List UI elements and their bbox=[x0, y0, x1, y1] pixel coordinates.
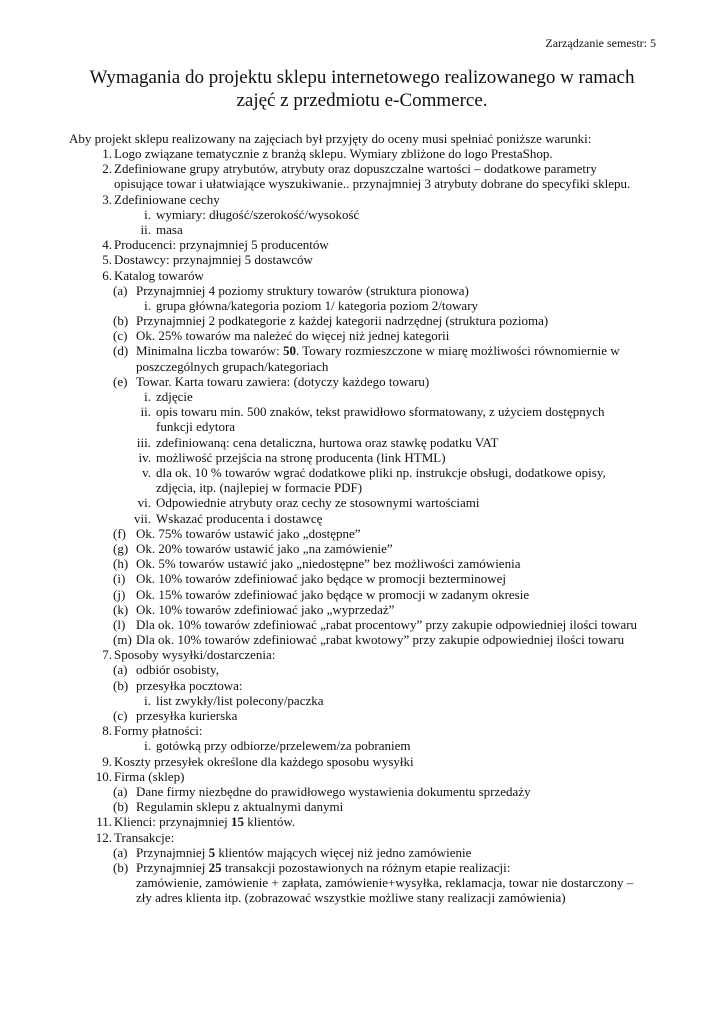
list-item-4 bbox=[0, 237, 724, 252]
list-item-6a-i bbox=[0, 298, 724, 313]
list-item-6k bbox=[0, 602, 724, 617]
list-marker: 5. bbox=[102, 252, 112, 268]
list-item-text: Zdefiniowane grupy atrybutów, atrybuty oraz dopuszczalne wartości – dodatkowe parametry bbox=[114, 161, 597, 177]
list-item-text: Firma (sklep) bbox=[114, 768, 185, 784]
list-item-text: masa bbox=[156, 221, 183, 237]
list-item-text: Dla ok. 10% towarów zdefiniować „rabat procentowy” przy zakupie odpowiedniej ilości towaru bbox=[136, 616, 638, 632]
list-item-7b-i bbox=[0, 693, 724, 708]
list-marker: (m) bbox=[113, 632, 132, 648]
list-marker: (a) bbox=[113, 282, 128, 298]
list-item-text: Koszty przesyłek określone dla każdego sposobu wysyłki bbox=[114, 753, 414, 769]
list-item-6c bbox=[0, 328, 724, 343]
list-item-text: Ok. 25% towarów ma należeć do więcej niż jednej kategorii bbox=[136, 328, 450, 344]
list-item-text: przesyłka kurierska bbox=[136, 708, 238, 723]
list-item-6j bbox=[0, 587, 724, 602]
list-marker: (h) bbox=[113, 556, 129, 572]
list-marker: (b) bbox=[113, 677, 129, 693]
list-item-12b bbox=[0, 860, 724, 906]
list-item-continuation: funkcji edytora bbox=[156, 419, 236, 435]
list-item-text: opis towaru min. 500 znaków, tekst prawidłowo sformatowany, z użyciem dostępnych bbox=[156, 404, 605, 420]
list-marker: (a) bbox=[113, 844, 128, 860]
list-item-text: możliwość przejścia na stronę producenta (link HTML) bbox=[156, 449, 446, 465]
list-marker: 8. bbox=[102, 723, 112, 739]
list-marker: 1. bbox=[102, 146, 112, 161]
list-item-text: dla ok. 10 % towarów wgrać dodatkowe pliki np. instrukcje obsługi, dodatkowe opisy, bbox=[156, 464, 606, 480]
list-marker: (d) bbox=[113, 343, 129, 359]
list-item-10 bbox=[0, 769, 724, 784]
list-item-11 bbox=[0, 814, 724, 829]
list-item-text: odbiór osobisty, bbox=[136, 662, 219, 678]
list-item-8 bbox=[0, 723, 724, 738]
list-item-6e-vi bbox=[0, 495, 724, 510]
list-item-text: Ok. 15% towarów zdefiniować jako będące w promocji w zadanym okresie bbox=[136, 586, 530, 602]
list-marker: (b) bbox=[113, 859, 129, 875]
list-item-9 bbox=[0, 754, 724, 769]
list-marker: (j) bbox=[113, 586, 126, 602]
list-item-text: Dostawcy: przynajmniej 5 dostawców bbox=[114, 252, 313, 268]
list-item-text: gotówką przy odbiorze/przelewem/za pobraniem bbox=[156, 738, 411, 754]
list-marker: 7. bbox=[102, 647, 112, 663]
list-item-text: Przynajmniej 4 poziomy struktury towarów (struktura pionowa) bbox=[136, 282, 469, 298]
list-item-6e-vii bbox=[0, 511, 724, 526]
list-marker: 9. bbox=[102, 753, 112, 769]
list-marker: iii. bbox=[136, 434, 151, 450]
list-item-6m bbox=[0, 632, 724, 647]
list-item-12a bbox=[0, 845, 724, 860]
list-item-7 bbox=[0, 647, 724, 662]
list-item-6e bbox=[0, 374, 724, 389]
list-marker: i. bbox=[144, 389, 151, 405]
list-item-3-ii bbox=[0, 222, 724, 237]
list-item-text: zdjęcie bbox=[156, 389, 193, 405]
list-marker: i. bbox=[144, 692, 151, 708]
list-item-text: Towar. Karta towaru zawiera: (dotyczy każdego towaru) bbox=[136, 373, 430, 389]
list-item-text: Producenci: przynajmniej 5 producentów bbox=[114, 237, 329, 253]
title-line-2: zajęć z przedmiotu e-Commerce. bbox=[236, 90, 488, 111]
list-item-text: przesyłka pocztowa: bbox=[136, 677, 243, 693]
list-item-text: wymiary: długość/szerokość/wysokość bbox=[156, 206, 360, 222]
list-item-text: Dane firmy niezbędne do prawidłowego wystawienia dokumentu sprzedaży bbox=[136, 783, 531, 799]
list-item-7b bbox=[0, 678, 724, 693]
list-item-text: Transakcje: bbox=[114, 829, 175, 845]
list-item-text: Odpowiednie atrybuty oraz cechy ze stosownymi wartościami bbox=[156, 495, 480, 511]
list-item-6e-v bbox=[0, 465, 724, 495]
list-item-2 bbox=[0, 161, 724, 191]
list-marker: 11. bbox=[96, 814, 112, 830]
list-item-6l bbox=[0, 617, 724, 632]
list-item-text: Minimalna liczba towarów: 50. Towary rozmieszczone w miarę możliwości równomiernie w bbox=[136, 343, 620, 359]
list-marker: i. bbox=[144, 206, 151, 222]
list-marker: (i) bbox=[113, 571, 126, 587]
list-marker: (c) bbox=[113, 708, 128, 723]
list-item-5 bbox=[0, 252, 724, 267]
list-marker: ii. bbox=[140, 221, 151, 237]
list-marker: (b) bbox=[113, 313, 129, 329]
list-marker: 2. bbox=[102, 161, 112, 177]
list-marker: (l) bbox=[113, 616, 126, 632]
list-item-6g bbox=[0, 541, 724, 556]
list-marker: 10. bbox=[95, 768, 112, 784]
list-item-7a bbox=[0, 662, 724, 677]
list-item-8-i bbox=[0, 738, 724, 753]
list-marker: 6. bbox=[102, 267, 112, 283]
list-item-6e-ii bbox=[0, 404, 724, 434]
list-item-text: Przynajmniej 2 podkategorie z każdej kategorii nadrzędnej (struktura pozioma) bbox=[136, 313, 549, 329]
list-item-text: Katalog towarów bbox=[114, 267, 204, 283]
list-marker: (g) bbox=[113, 540, 129, 556]
list-item-text: Klienci: przynajmniej 15 klientów. bbox=[114, 814, 296, 830]
list-item-continuation: zamówienie, zamówienie + zapłata, zamówienie+wysyłka, reklamacja, towar nie dostarczony – bbox=[136, 875, 634, 891]
intro-paragraph: Aby projekt sklepu realizowany na zajęciach był przyjęty do oceny musi spełniać poniższe warunki: bbox=[69, 131, 592, 146]
bold-count: 15 bbox=[230, 814, 244, 830]
list-item-text: Ok. 5% towarów ustawić jako „niedostępne” bez możliwości zamówienia bbox=[136, 556, 521, 572]
list-item-text: zdefiniowaną: cena detaliczna, hurtowa oraz stawkę podatku VAT bbox=[156, 434, 499, 450]
list-marker: vi. bbox=[137, 495, 151, 511]
list-marker: (f) bbox=[113, 525, 126, 541]
list-item-text: Wskazać producenta i dostawcę bbox=[156, 510, 323, 526]
list-item-6h bbox=[0, 556, 724, 571]
list-item-continuation: opisujące towar i ułatwiające wyszukiwanie.. przynajmniej 3 atrybuty dobrane do specyfiki sklepu. bbox=[114, 176, 631, 192]
list-item-6d bbox=[0, 343, 724, 373]
list-item-text: list zwykły/list polecony/paczka bbox=[156, 692, 324, 708]
list-item-continuation: zdjęcia, itp. (najlepiej w formacie PDF) bbox=[156, 480, 363, 496]
list-marker: 12. bbox=[95, 829, 112, 845]
list-item-7c bbox=[0, 708, 724, 723]
list-marker: 3. bbox=[102, 191, 112, 207]
list-marker: vii. bbox=[134, 510, 151, 526]
list-item-3-i bbox=[0, 207, 724, 222]
list-item-6b bbox=[0, 313, 724, 328]
list-item-text: Przynajmniej 25 transakcji pozostawionych na różnym etapie realizacji: bbox=[136, 859, 511, 875]
list-item-continuation: poszczególnych grupach/kategoriach bbox=[136, 358, 329, 374]
list-marker: i. bbox=[144, 297, 151, 313]
page-header: Zarządzanie semestr: 5 bbox=[545, 36, 656, 50]
list-item-6 bbox=[0, 268, 724, 283]
list-item-6e-iv bbox=[0, 450, 724, 465]
list-item-text: Przynajmniej 5 klientów mających więcej niż jedno zamówienie bbox=[136, 844, 472, 860]
bold-count: 25 bbox=[208, 859, 222, 875]
list-marker: 4. bbox=[102, 237, 112, 253]
list-marker: (e) bbox=[113, 373, 128, 389]
list-marker: i. bbox=[144, 738, 151, 754]
list-item-text: grupa główna/kategoria poziom 1/ kategoria poziom 2/towary bbox=[156, 297, 479, 313]
list-item-6e-i bbox=[0, 389, 724, 404]
list-item-6i bbox=[0, 571, 724, 586]
bold-count: 50 bbox=[282, 343, 296, 359]
list-item-6f bbox=[0, 526, 724, 541]
bold-count: 5 bbox=[208, 844, 216, 860]
requirements-list bbox=[0, 146, 724, 905]
list-marker: v. bbox=[142, 464, 151, 480]
list-item-1 bbox=[0, 146, 724, 161]
list-item-text: Ok. 75% towarów ustawić jako „dostępne” bbox=[136, 525, 361, 541]
document-title bbox=[60, 66, 664, 112]
list-marker: (b) bbox=[113, 799, 129, 815]
list-item-3 bbox=[0, 192, 724, 207]
list-marker: (k) bbox=[113, 601, 129, 617]
list-item-text: Sposoby wysyłki/dostarczenia: bbox=[114, 647, 276, 663]
list-marker: (a) bbox=[113, 783, 128, 799]
list-marker: (c) bbox=[113, 328, 128, 344]
list-item-text: Regulamin sklepu z aktualnymi danymi bbox=[136, 799, 344, 815]
list-item-text: Zdefiniowane cechy bbox=[114, 191, 220, 207]
list-item-text: Ok. 20% towarów ustawić jako „na zamówienie” bbox=[136, 540, 393, 556]
list-item-6a bbox=[0, 283, 724, 298]
list-item-text: Formy płatności: bbox=[114, 723, 203, 739]
list-marker: iv. bbox=[138, 449, 151, 465]
list-item-text: Dla ok. 10% towarów zdefiniować „rabat kwotowy” przy zakupie odpowiedniej ilości towaru bbox=[136, 632, 625, 648]
list-item-10b bbox=[0, 799, 724, 814]
list-item-text: Ok. 10% towarów zdefiniować jako „wyprzedaż” bbox=[136, 601, 395, 617]
title-line-1: Wymagania do projektu sklepu internetowego realizowanego w ramach bbox=[89, 67, 635, 88]
list-item-continuation: zły adres klienta itp. (zobrazować wszystkie możliwe stany realizacji zamówienia) bbox=[136, 890, 566, 906]
list-marker: ii. bbox=[140, 404, 151, 420]
list-item-text: Logo związane tematycznie z branżą sklepu. Wymiary zbliżone do logo PrestaShop. bbox=[114, 146, 553, 161]
list-item-12 bbox=[0, 830, 724, 845]
list-marker: (a) bbox=[113, 662, 128, 678]
list-item-text: Ok. 10% towarów zdefiniować jako będące w promocji bezterminowej bbox=[136, 571, 507, 587]
list-item-10a bbox=[0, 784, 724, 799]
list-item-6e-iii bbox=[0, 435, 724, 450]
